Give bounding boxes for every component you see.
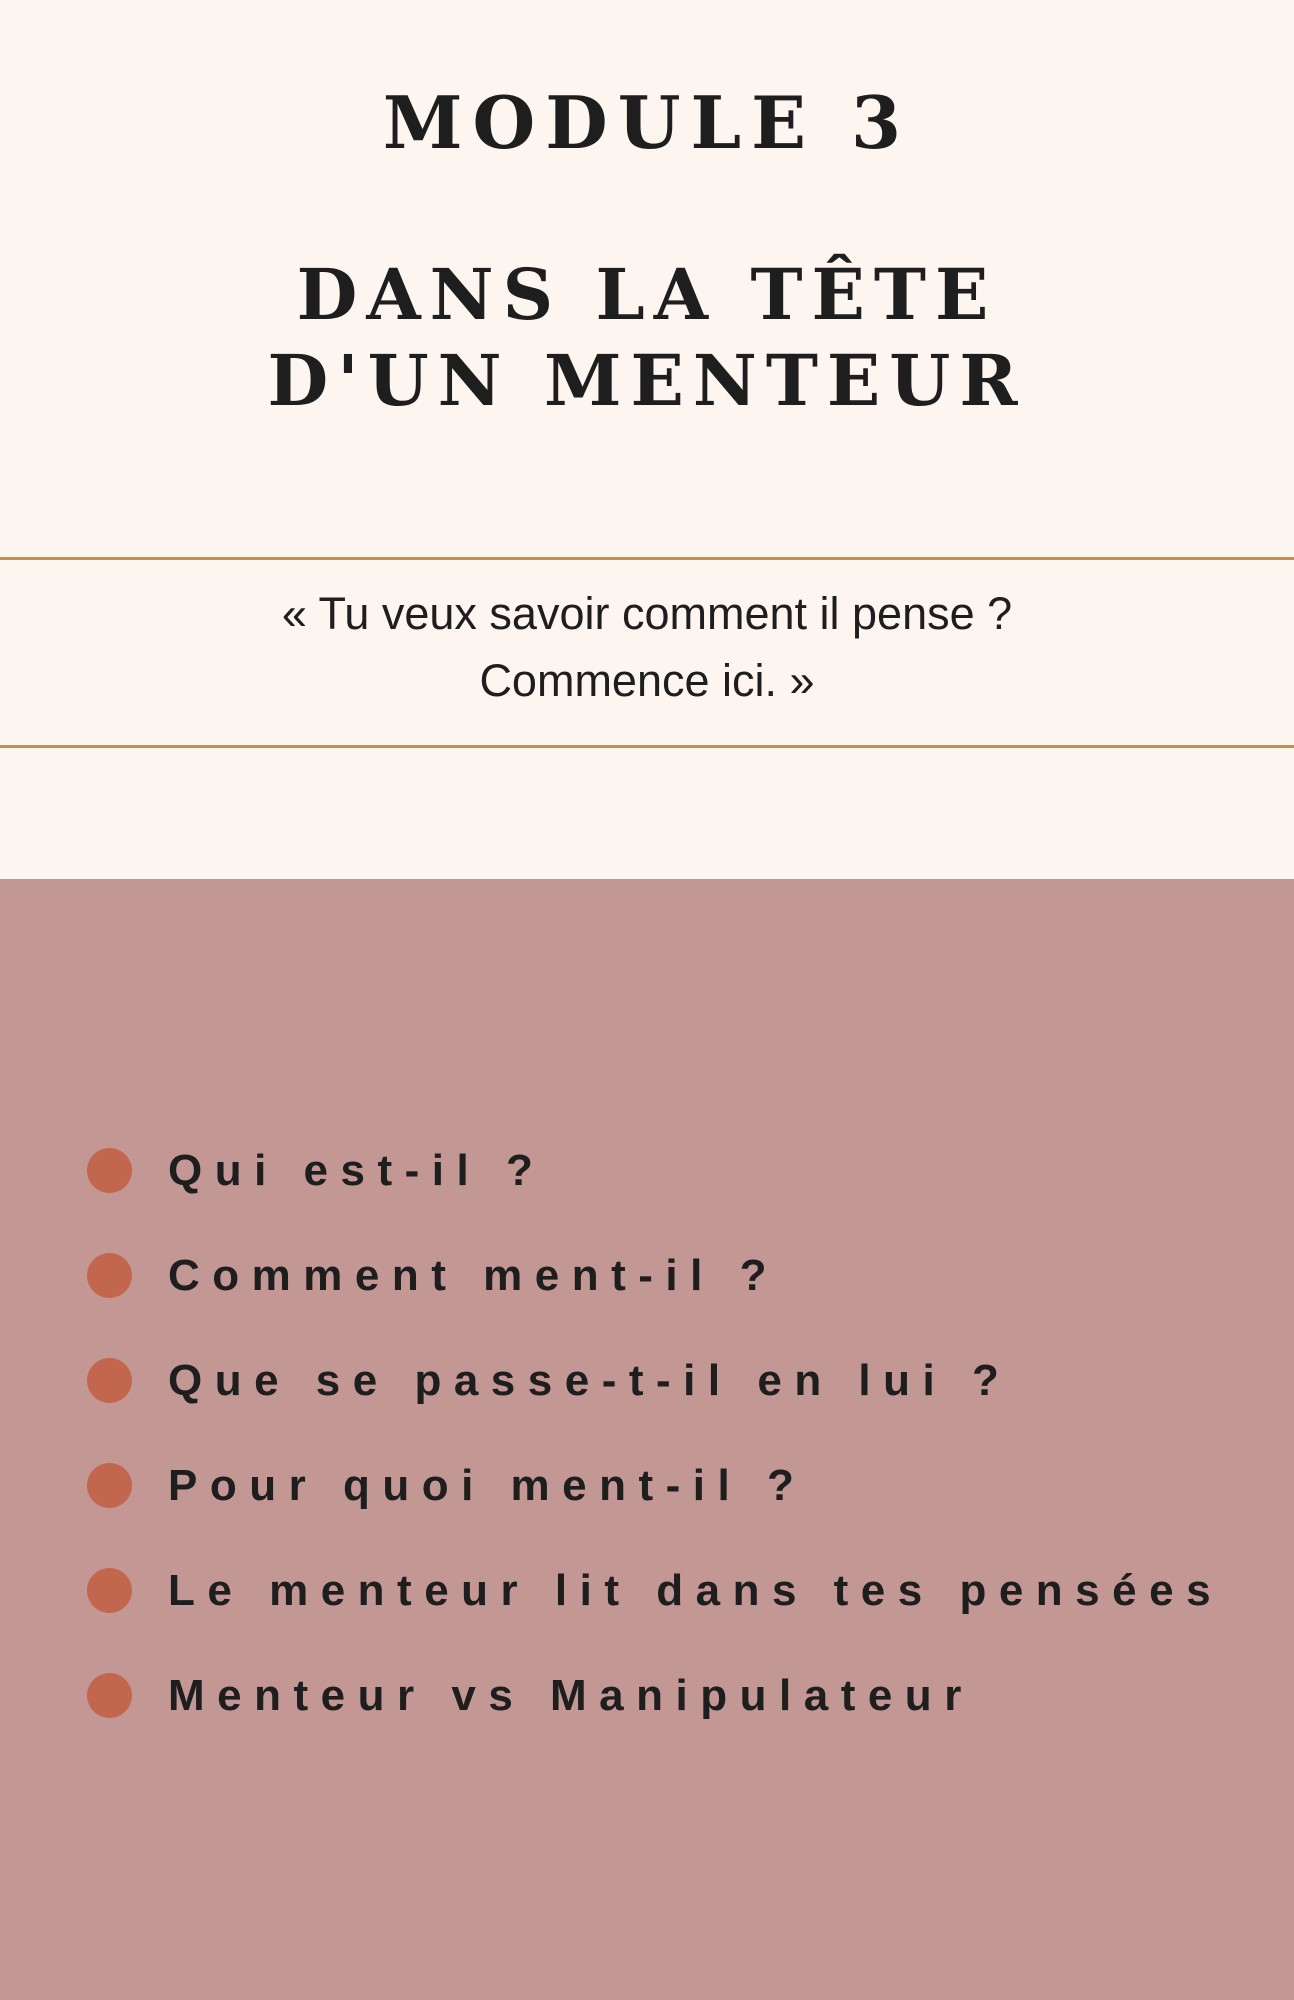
quote — [0, 580, 1294, 714]
page-title — [0, 252, 1294, 424]
topic-label: Que se passe-t-il en lui ? — [168, 1356, 1012, 1405]
topic-label: Comment ment-il ? — [168, 1251, 779, 1300]
list-item — [0, 1538, 1294, 1643]
list-item — [0, 1433, 1294, 1538]
title-line: D'UN MENTEUR — [267, 339, 1027, 422]
topic-list — [0, 1118, 1294, 1748]
topic-label: Le menteur lit dans tes pensées — [168, 1566, 1224, 1615]
bullet-dot-icon — [87, 1148, 132, 1193]
list-item — [0, 1223, 1294, 1328]
list-item — [0, 1118, 1294, 1223]
bullet-dot-icon — [87, 1463, 132, 1508]
topic-label: Qui est-il ? — [168, 1146, 546, 1195]
bullet-dot-icon — [87, 1568, 132, 1613]
header-section — [0, 0, 1294, 879]
topic-label: Menteur vs Manipulateur — [168, 1671, 974, 1720]
quote-line: Commence ici. » — [479, 655, 815, 706]
bullet-dot-icon — [87, 1358, 132, 1403]
topic-label: Pour quoi ment-il ? — [168, 1461, 807, 1510]
bullet-dot-icon — [87, 1673, 132, 1718]
quote-divider-top — [0, 557, 1294, 560]
module-number: MODULE 3 — [382, 80, 912, 165]
list-item — [0, 1328, 1294, 1433]
bullet-dot-icon — [87, 1253, 132, 1298]
quote-line: « Tu veux savoir comment il pense ? — [281, 588, 1013, 639]
list-item — [0, 1643, 1294, 1748]
title-line: DANS LA TÊTE — [296, 253, 998, 336]
quote-divider-bottom — [0, 745, 1294, 748]
